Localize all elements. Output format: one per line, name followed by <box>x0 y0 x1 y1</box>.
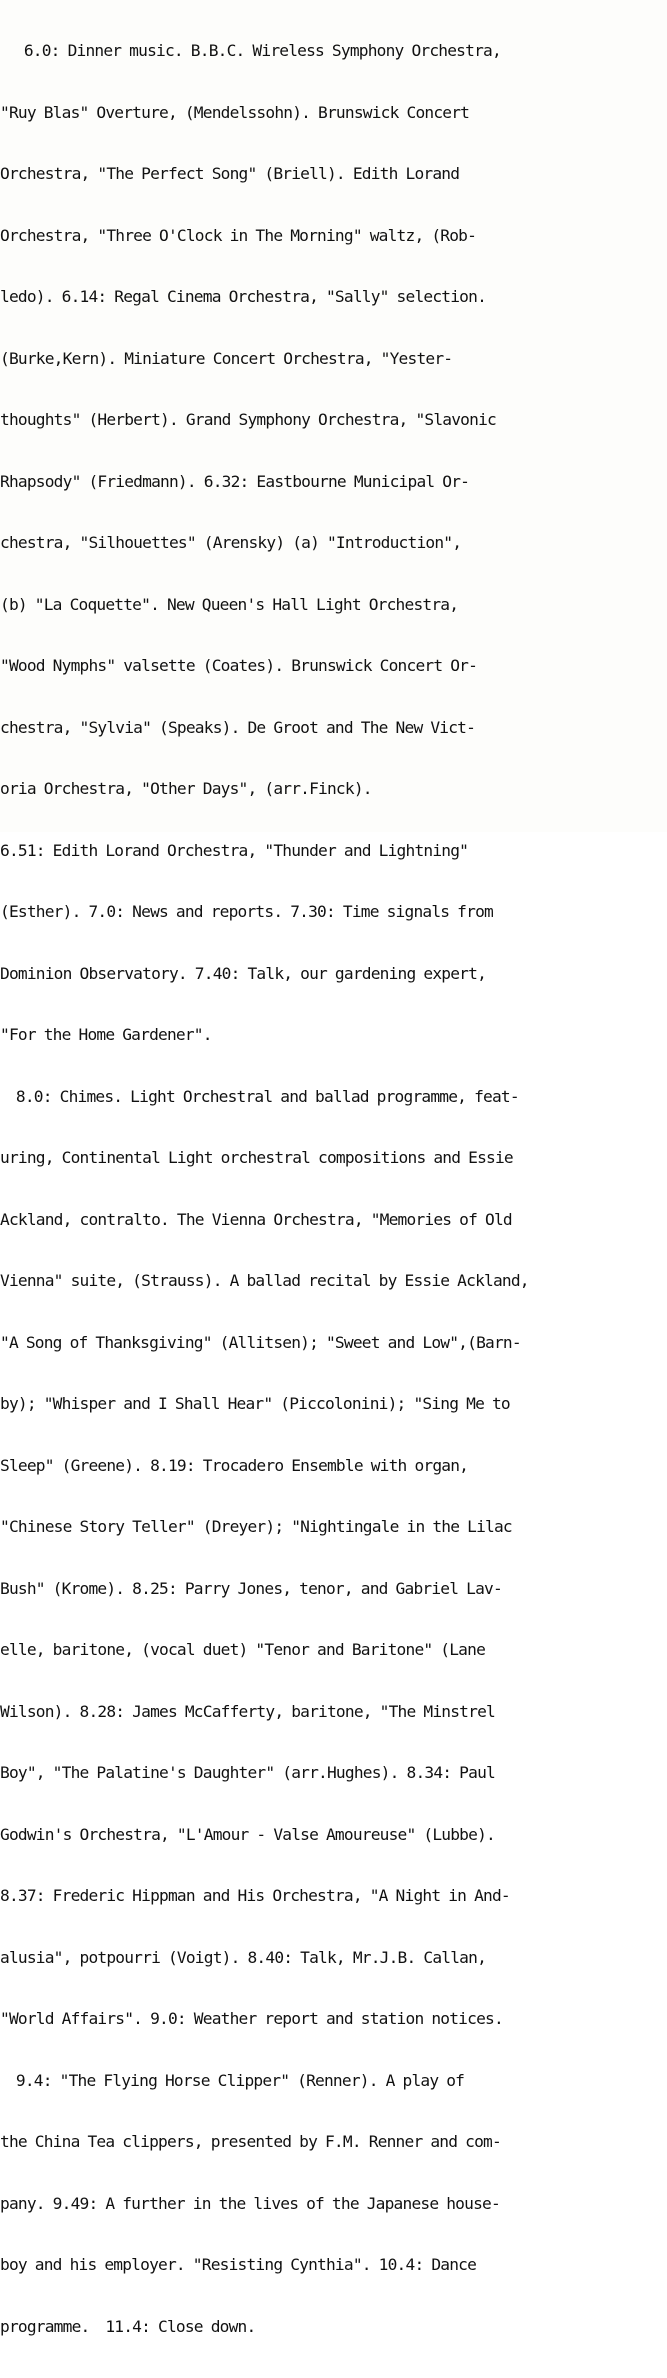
text-line: 8.37: Frederic Hippman and His Orchestra, "A Night in And- <box>0 1886 510 1905</box>
text-line: Godwin's Orchestra, "L'Amour - Valse Amoureuse" (Lubbe). <box>0 1824 495 1844</box>
text-line: Vienna" suite, (Strauss). A ballad recital by Essie Ackland, <box>0 1271 529 1290</box>
text-line: (b) "La Coquette". New Queen's Hall Light Orchestra, <box>0 594 459 614</box>
text-line: chestra, "Sylvia" (Speaks). De Groot and The New Vict- <box>0 717 476 737</box>
text-line: 6.51: Edith Lorand Orchestra, "Thunder and Lightning" <box>0 840 469 860</box>
text-line: (Esther). 7.0: News and reports. 7.30: Time signals from <box>0 902 493 921</box>
text-line: Sleep" (Greene). 8.19: Trocadero Ensemble with organ, <box>0 1455 469 1475</box>
text-line: 6.0: Dinner music. B.B.C. Wireless Symphony Orchestra, <box>0 41 501 60</box>
text-line: Boy", "The Palatine's Daughter" (arr.Hughes). 8.34: Paul <box>0 1763 495 1782</box>
text-line: boy and his employer. "Resisting Cynthia". 10.4: Dance <box>0 2255 477 2274</box>
text-line: "For the Home Gardener". <box>0 1025 212 1044</box>
text-line: "A Song of Thanksgiving" (Allitsen); "Sweet and Low",(Barn- <box>0 1332 521 1352</box>
text-line: Dominion Observatory. 7.40: Talk, our gardening expert, <box>0 963 487 983</box>
text-line: "Ruy Blas" Overture, (Mendelssohn). Brunswick Concert <box>0 102 470 122</box>
text-line: "Chinese Story Teller" (Dreyer); "Nightingale in the Lilac <box>0 1517 512 1536</box>
text-line: oria Orchestra, "Other Days", (arr.Finck). <box>0 779 372 798</box>
text-line: Orchestra, "Three O'Clock in The Morning" waltz, (Rob- <box>0 225 477 245</box>
text-line: by); "Whisper and I Shall Hear" (Piccolonini); "Sing Me to <box>0 1394 510 1413</box>
text-line: uring, Continental Light orchestral compositions and Essie <box>0 1148 513 1167</box>
text-line: thoughts" (Herbert). Grand Symphony Orchestra, "Slavonic <box>0 410 496 429</box>
text-line: pany. 9.49: A further in the lives of the Japanese house- <box>0 2193 500 2213</box>
text-line: ledo). 6.14: Regal Cinema Orchestra, "Sally" selection. <box>0 287 487 306</box>
text-line: alusia", potpourri (Voigt). 8.40: Talk, Mr.J.B. Callan, <box>0 1947 487 1967</box>
text-line: "Wood Nymphs" valsette (Coates). Brunswick Concert Or- <box>0 656 478 675</box>
text-line: elle, baritone, (vocal duet) "Tenor and Baritone" (Lane <box>0 1640 486 1659</box>
text-line: chestra, "Silhouettes" (Arensky) (a) "Introduction", <box>0 533 462 552</box>
text-line: (Burke,Kern). Miniature Concert Orchestra, "Yester- <box>0 348 453 368</box>
text-line: Rhapsody" (Friedmann). 6.32: Eastbourne Municipal Or- <box>0 471 470 491</box>
text-line: Bush" (Krome). 8.25: Parry Jones, tenor, and Gabriel Lav- <box>0 1578 502 1598</box>
text-line: "World Affairs". 9.0: Weather report and station notices. <box>0 2009 503 2028</box>
text-line: the China Tea clippers, presented by F.M. Renner and com- <box>0 2132 501 2151</box>
text-line: programme. 11.4: Close down. <box>0 2316 256 2336</box>
text-line: Ackland, contralto. The Vienna Orchestra, "Memories of Old <box>0 1209 512 1229</box>
text-line: 9.4: "The Flying Horse Clipper" (Renner). A play of <box>0 2070 465 2090</box>
text-line: Orchestra, "The Perfect Song" (Briell). Edith Lorand <box>0 164 460 183</box>
text-line: 8.0: Chimes. Light Orchestral and ballad programme, feat- <box>0 1086 519 1106</box>
text-line: Wilson). 8.28: James McCafferty, baritone, "The Minstrel <box>0 1701 495 1721</box>
